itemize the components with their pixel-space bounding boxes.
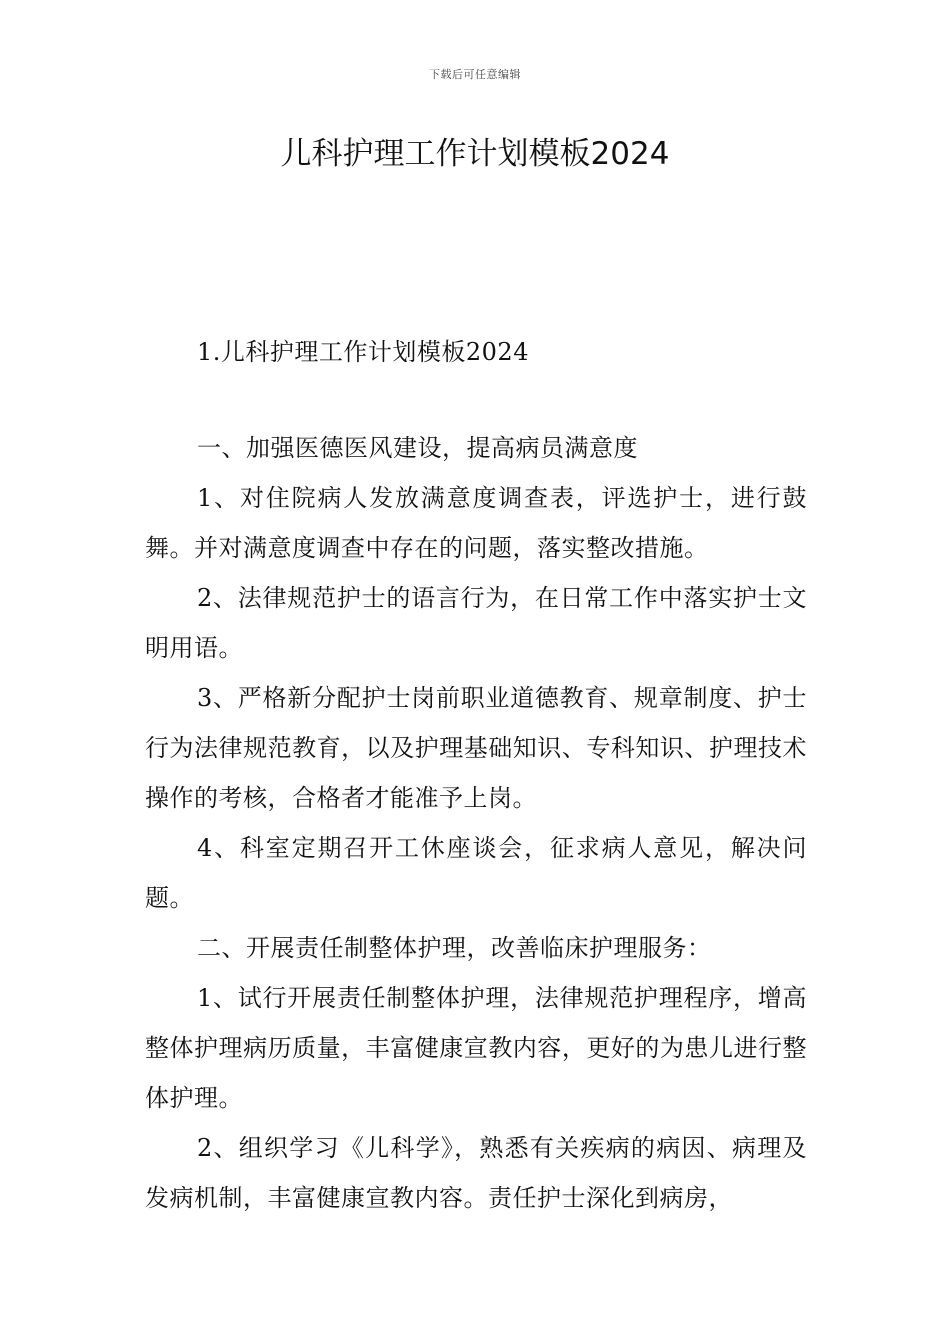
paragraph: 3、严格新分配护士岗前职业道德教育、规章制度、护士行为法律规范教育，以及护理基础知识、专科知识、护理技术操作的考核，合格者才能准予上岗。 [145,684,807,812]
document-title: 儿科护理工作计划模板2024 [280,136,670,172]
paragraph-section-2-heading: 二、开展责任制整体护理，改善临床护理服务： [197,934,712,962]
paragraph: 1、对住院病人发放满意度调查表，评选护士，进行鼓舞。并对满意度调查中存在的问题，落实整改措施。 [145,484,807,562]
paragraph: 1、试行开展责任制整体护理，法律规范护理程序，增高整体护理病历质量，丰富健康宣教内容，更好的为患儿进行整体护理。 [145,984,807,1112]
document-body [145,327,807,1223]
paragraph-section-1-heading: 一、加强医德医风建设，提高病员满意度 [197,434,638,462]
paragraph-subtitle: 1.儿科护理工作计划模板2024 [197,338,529,366]
paragraph: 2、组织学习《儿科学》，熟悉有关疾病的病因、病理及发病机制，丰富健康宣教内容。责任护士深化到病房， [145,1134,807,1212]
header-note: 下载后可任意编辑 [429,68,521,81]
paragraph: 2、法律规范护士的语言行为，在日常工作中落实护士文明用语。 [145,584,807,662]
paragraph: 4、科室定期召开工休座谈会，征求病人意见，解决问题。 [145,834,807,912]
